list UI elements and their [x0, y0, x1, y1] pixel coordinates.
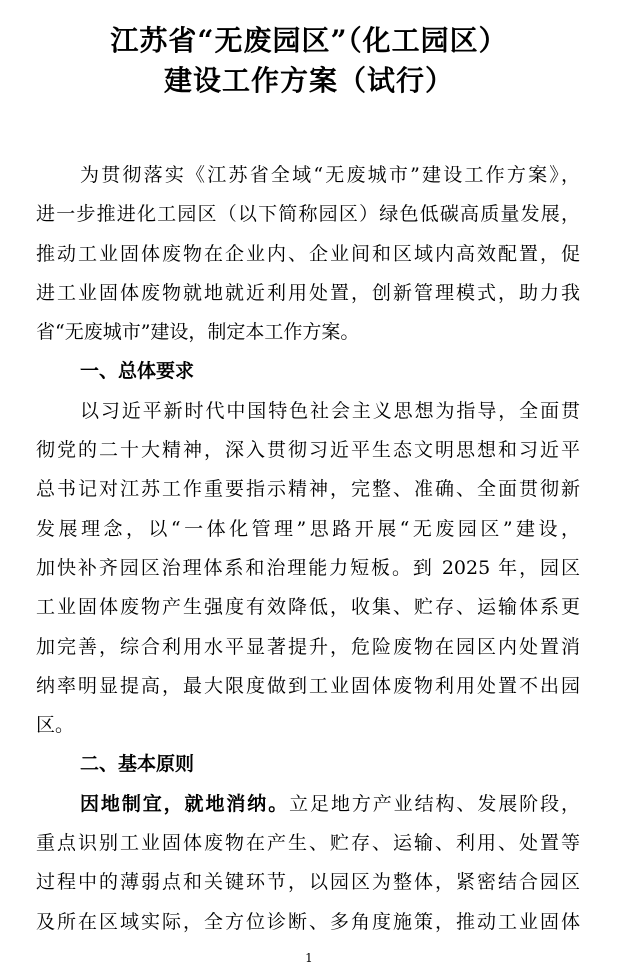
intro-line: 推动工业固体废物在企业内、企业间和区域内高效配置，促: [36, 242, 580, 265]
section1-line: 纳率明显提高，最大限度做到工业固体废物利用处置不出园: [36, 674, 580, 697]
document-body: [36, 156, 580, 942]
section1-line: 加快补齐园区治理体系和治理能力短板。到 2025 年，园区: [36, 556, 580, 579]
page-number: 1: [305, 951, 313, 965]
principle-text: 立足地方产业结构、发展阶段，: [289, 792, 580, 815]
section1-line: 以习近平新时代中国特色社会主义思想为指导，全面贯: [80, 399, 580, 422]
section2-line: 及所在区域实际，全方位诊断、多角度施策，推动工业固体: [36, 910, 580, 933]
section1-line: 彻党的二十大精神，深入贯彻习近平生态文明思想和习近平: [36, 439, 580, 462]
principle-title: 因地制宜，就地消纳。: [80, 792, 290, 815]
intro-line: 省“无废城市”建设，制定本工作方案。: [36, 321, 360, 344]
section1-line: 工业固体废物产生强度有效降低，收集、贮存、运输体系更: [36, 596, 580, 619]
section2-line: 过程中的薄弱点和关键环节，以园区为整体，紧密结合园区: [36, 871, 580, 894]
section1-line: 加完善，综合利用水平显著提升，危险废物在园区内处置消: [36, 635, 580, 658]
section2-line: 重点识别工业固体废物在产生、贮存、运输、利用、处置等: [36, 832, 580, 855]
document-title-line-1: 江苏省“无废园区”（化工园区）: [110, 24, 508, 57]
document-title-line-2: 建设工作方案（试行）: [163, 64, 454, 97]
intro-line: 为贯彻落实《江苏省全域“无废城市”建设工作方案》，: [80, 164, 580, 186]
section2-first-line: [36, 785, 580, 824]
section1-line: 发展理念，以“一体化管理”思路开展“无废园区”建设，: [36, 517, 580, 540]
section-heading-basic-principles: 二、基本原则: [80, 753, 195, 776]
intro-line: 进一步推进化工园区（以下简称园区）绿色低碳高质量发展，: [36, 203, 580, 226]
section-heading-general-requirements: 一、总体要求: [80, 360, 195, 383]
intro-line: 进工业固体废物就地就近利用处置，创新管理模式，助力我: [36, 281, 580, 304]
section1-line: 区。: [36, 714, 75, 737]
section1-line: 总书记对江苏工作重要指示精神，完整、准确、全面贯彻新: [36, 478, 580, 501]
